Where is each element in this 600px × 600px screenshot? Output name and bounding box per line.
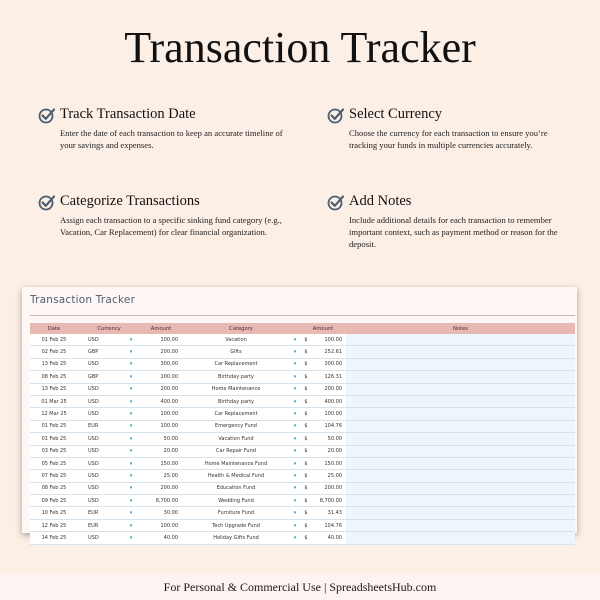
converted-amount-cell: 300.00 [324, 361, 342, 368]
notes-cell[interactable] [346, 532, 575, 543]
table-row [30, 483, 575, 495]
feature-description: Choose the currency for each transaction to ensure you’re tracking your funds in multiple currencies accurately. [349, 128, 548, 150]
amount-cell[interactable]: 200.00 [160, 386, 178, 393]
category-cell[interactable]: Car Replacement [214, 361, 258, 368]
converted-amount-cell: 104.76 [324, 423, 342, 430]
notes-cell[interactable] [346, 384, 575, 395]
currency-dropdown-icon[interactable]: ▾ [129, 522, 133, 529]
converted-amount-cell: 126.31 [324, 373, 342, 380]
currency-cell[interactable]: USD [88, 485, 99, 492]
currency-cell[interactable]: USD [88, 460, 99, 467]
category-dropdown-icon[interactable]: ▾ [293, 522, 297, 529]
notes-cell[interactable] [346, 507, 575, 518]
category-dropdown-icon[interactable]: ▾ [293, 336, 297, 343]
currency-cell[interactable]: USD [88, 386, 99, 393]
date-cell[interactable]: 08 Feb 25 [41, 485, 67, 492]
table-row [30, 359, 575, 371]
check-circle-icon [327, 193, 345, 211]
feature-title: Add Notes [349, 193, 412, 209]
currency-cell[interactable]: EUR [88, 522, 99, 529]
currency-cell[interactable]: USD [88, 435, 99, 442]
dollar-sign: $ [304, 460, 308, 467]
category-cell[interactable]: Health & Medical Fund [207, 472, 265, 479]
table-row [30, 396, 575, 408]
notes-cell[interactable] [346, 433, 575, 444]
category-dropdown-icon[interactable]: ▾ [293, 497, 297, 504]
transaction-table [30, 323, 575, 545]
header-notes: Notes [346, 323, 575, 334]
date-cell[interactable]: 14 Feb 25 [41, 534, 67, 541]
currency-dropdown-icon[interactable]: ▾ [129, 448, 133, 455]
dollar-sign: $ [304, 411, 308, 418]
currency-dropdown-icon[interactable]: ▾ [129, 423, 133, 430]
amount-cell[interactable]: 300.00 [160, 361, 178, 368]
amount-cell[interactable]: 25.00 [163, 472, 178, 479]
date-cell[interactable]: 13 Feb 25 [41, 361, 67, 368]
amount-cell[interactable]: 40.00 [163, 534, 178, 541]
converted-amount-cell: 20.00 [327, 448, 342, 455]
date-cell[interactable]: 05 Feb 25 [41, 460, 67, 467]
currency-dropdown-icon[interactable]: ▾ [129, 485, 133, 492]
currency-cell[interactable]: EUR [88, 423, 99, 430]
converted-amount-cell: 8,700.00 [319, 497, 342, 504]
notes-cell[interactable] [346, 458, 575, 469]
amount-cell[interactable]: 400.00 [160, 398, 178, 405]
title-divider [30, 315, 575, 316]
amount-cell[interactable]: 100.00 [160, 522, 178, 529]
dollar-sign: $ [304, 522, 308, 529]
date-cell[interactable]: 01 Feb 25 [41, 435, 67, 442]
header-converted-amount: Amount [312, 325, 334, 332]
category-dropdown-icon[interactable]: ▾ [293, 386, 297, 393]
feature-description: Enter the date of each transaction to keep an accurate timeline of your savings and expenses. [60, 128, 283, 150]
notes-cell[interactable] [346, 483, 575, 494]
category-cell[interactable]: Home Maintenance Fund [204, 460, 268, 467]
currency-cell[interactable]: USD [88, 361, 99, 368]
date-cell[interactable]: 12 Feb 25 [41, 522, 67, 529]
date-cell[interactable]: 01 Feb 25 [41, 423, 67, 430]
category-dropdown-icon[interactable]: ▾ [293, 411, 297, 418]
footer: For Personal & Commercial Use | SpreadsheetsHub.com [0, 574, 600, 600]
amount-cell[interactable]: 8,700.00 [155, 497, 178, 504]
page-title: Transaction Tracker [124, 23, 476, 72]
notes-cell[interactable] [346, 346, 575, 357]
feature-title: Categorize Transactions [60, 193, 200, 209]
notes-cell[interactable] [346, 520, 575, 531]
date-cell[interactable]: 10 Feb 25 [41, 510, 67, 517]
notes-cell[interactable] [346, 470, 575, 481]
table-header [30, 323, 575, 334]
notes-cell[interactable] [346, 446, 575, 457]
category-cell[interactable]: Emergency Fund [215, 423, 257, 430]
converted-amount-cell: 100.00 [324, 336, 342, 343]
category-dropdown-icon[interactable]: ▾ [293, 398, 297, 405]
category-cell[interactable]: Birthday party [217, 398, 254, 405]
dollar-sign: $ [304, 497, 308, 504]
check-circle-icon [327, 106, 345, 124]
converted-amount-cell: 50.00 [327, 435, 342, 442]
converted-amount-cell: 100.00 [324, 411, 342, 418]
category-dropdown-icon[interactable]: ▾ [293, 510, 297, 517]
amount-cell[interactable]: 50.00 [163, 435, 178, 442]
currency-cell[interactable]: USD [88, 336, 99, 343]
date-cell[interactable]: 03 Feb 25 [41, 448, 67, 455]
currency-dropdown-icon[interactable]: ▾ [129, 336, 133, 343]
dollar-sign: $ [304, 435, 308, 442]
category-dropdown-icon[interactable]: ▾ [293, 373, 297, 380]
converted-amount-cell: 200.00 [324, 386, 342, 393]
converted-amount-cell: 31.43 [327, 510, 342, 517]
category-cell[interactable]: Tech Upgrade Fund [212, 522, 260, 529]
category-cell[interactable]: Car Replacement [214, 411, 258, 418]
table-row [30, 334, 575, 346]
category-cell[interactable]: Holiday Gifts Fund [213, 534, 259, 541]
currency-dropdown-icon[interactable]: ▾ [129, 435, 133, 442]
table-row [30, 421, 575, 433]
table-row [30, 507, 575, 519]
table-row [30, 433, 575, 445]
currency-dropdown-icon[interactable]: ▾ [129, 411, 133, 418]
amount-cell[interactable]: 30.00 [163, 510, 178, 517]
amount-cell[interactable]: 100.00 [160, 411, 178, 418]
currency-dropdown-icon[interactable]: ▾ [129, 373, 133, 380]
currency-cell[interactable]: USD [88, 497, 99, 504]
header-date: Date [47, 325, 61, 332]
header-category: Category [229, 325, 253, 332]
notes-cell[interactable] [346, 396, 575, 407]
amount-cell[interactable]: 200.00 [160, 349, 178, 356]
converted-amount-cell: 40.00 [327, 534, 342, 541]
amount-cell[interactable]: 100.00 [160, 336, 178, 343]
header-currency: Currency [97, 325, 121, 332]
header-amount: Amount [150, 325, 172, 332]
feature-description: Include additional details for each transaction to remember important context, such as payment method or reason for the deposit. [349, 215, 558, 249]
category-dropdown-icon[interactable]: ▾ [293, 534, 297, 541]
notes-cell[interactable] [346, 371, 575, 382]
dollar-sign: $ [304, 336, 308, 343]
category-cell[interactable]: Vacation [225, 336, 247, 343]
date-cell[interactable]: 08 Feb 25 [41, 373, 67, 380]
table-row [30, 408, 575, 420]
feature-description: Assign each transaction to a specific sinking fund category (e.g., Vacation, Car Replacement) for clear financial organization. [60, 215, 282, 237]
dollar-sign: $ [304, 485, 308, 492]
converted-amount-cell: 400.00 [324, 398, 342, 405]
notes-cell[interactable] [346, 334, 575, 345]
table-row [30, 371, 575, 383]
date-cell[interactable]: 13 Feb 25 [41, 386, 67, 393]
date-cell[interactable]: 09 Feb 25 [41, 497, 67, 504]
feature-title: Track Transaction Date [60, 106, 196, 122]
currency-cell[interactable]: USD [88, 411, 99, 418]
dollar-sign: $ [304, 386, 308, 393]
currency-cell[interactable]: USD [88, 534, 99, 541]
notes-cell[interactable] [346, 421, 575, 432]
category-dropdown-icon[interactable]: ▾ [293, 448, 297, 455]
date-cell[interactable]: 12 Mar 25 [41, 411, 67, 418]
converted-amount-cell: 252.61 [324, 349, 342, 356]
currency-cell[interactable]: USD [88, 472, 99, 479]
notes-cell[interactable] [346, 359, 575, 370]
currency-cell[interactable]: GBP [88, 349, 99, 356]
category-cell[interactable]: Car Repair Fund [216, 448, 256, 455]
dollar-sign: $ [304, 398, 308, 405]
category-dropdown-icon[interactable]: ▾ [293, 349, 297, 356]
currency-cell[interactable]: USD [88, 448, 99, 455]
dollar-sign: $ [304, 349, 308, 356]
notes-cell[interactable] [346, 408, 575, 419]
check-circle-icon [38, 106, 56, 124]
currency-dropdown-icon[interactable]: ▾ [129, 361, 133, 368]
currency-cell[interactable]: USD [88, 398, 99, 405]
converted-amount-cell: 150.00 [324, 460, 342, 467]
currency-dropdown-icon[interactable]: ▾ [129, 398, 133, 405]
category-dropdown-icon[interactable]: ▾ [293, 361, 297, 368]
date-cell[interactable]: 02 Feb 25 [41, 349, 67, 356]
category-cell[interactable]: Birthday party [217, 373, 254, 380]
table-row [30, 384, 575, 396]
table-row [30, 532, 575, 544]
table-row [30, 470, 575, 482]
category-cell[interactable]: Gifts [230, 349, 242, 356]
category-dropdown-icon[interactable]: ▾ [293, 485, 297, 492]
converted-amount-cell: 104.76 [324, 522, 342, 529]
currency-dropdown-icon[interactable]: ▾ [129, 497, 133, 504]
table-row [30, 446, 575, 458]
dollar-sign: $ [304, 373, 308, 380]
currency-dropdown-icon[interactable]: ▾ [129, 386, 133, 393]
category-cell[interactable]: Education Fund [216, 485, 256, 492]
amount-cell[interactable]: 100.00 [160, 423, 178, 430]
dollar-sign: $ [304, 361, 308, 368]
currency-dropdown-icon[interactable]: ▾ [129, 472, 133, 479]
amount-cell[interactable]: 150.00 [160, 460, 178, 467]
category-cell[interactable]: Wedding Fund [218, 497, 254, 504]
date-cell[interactable]: 01 Mar 25 [41, 398, 67, 405]
date-cell[interactable]: 07 Feb 25 [41, 472, 67, 479]
sheet-title: Transaction Tracker [30, 294, 136, 306]
amount-cell[interactable]: 100.00 [160, 373, 178, 380]
table-row [30, 495, 575, 507]
date-cell[interactable]: 01 Feb 25 [41, 336, 67, 343]
table-row [30, 458, 575, 470]
table-row [30, 346, 575, 358]
dollar-sign: $ [304, 472, 308, 479]
category-dropdown-icon[interactable]: ▾ [293, 472, 297, 479]
currency-cell[interactable]: GBP [88, 373, 99, 380]
dollar-sign: $ [304, 510, 308, 517]
currency-dropdown-icon[interactable]: ▾ [129, 534, 133, 541]
category-cell[interactable]: Home Maintenance [211, 386, 261, 393]
amount-cell[interactable]: 200.00 [160, 485, 178, 492]
currency-cell[interactable]: EUR [88, 510, 99, 517]
feature-title: Select Currency [349, 106, 443, 122]
category-dropdown-icon[interactable]: ▾ [293, 435, 297, 442]
check-circle-icon [38, 193, 56, 211]
currency-dropdown-icon[interactable]: ▾ [129, 510, 133, 517]
category-dropdown-icon[interactable]: ▾ [293, 423, 297, 430]
table-row [30, 520, 575, 532]
currency-dropdown-icon[interactable]: ▾ [129, 460, 133, 467]
converted-amount-cell: 200.00 [324, 485, 342, 492]
dollar-sign: $ [304, 534, 308, 541]
notes-cell[interactable] [346, 495, 575, 506]
converted-amount-cell: 25.00 [327, 472, 342, 479]
amount-cell[interactable]: 20.00 [163, 448, 178, 455]
category-dropdown-icon[interactable]: ▾ [293, 460, 297, 467]
currency-dropdown-icon[interactable]: ▾ [129, 349, 133, 356]
spreadsheet-preview [22, 287, 577, 541]
category-cell[interactable]: Furniture Fund [217, 510, 255, 517]
dollar-sign: $ [304, 448, 308, 455]
category-cell[interactable]: Vacation Fund [218, 435, 254, 442]
dollar-sign: $ [304, 423, 308, 430]
